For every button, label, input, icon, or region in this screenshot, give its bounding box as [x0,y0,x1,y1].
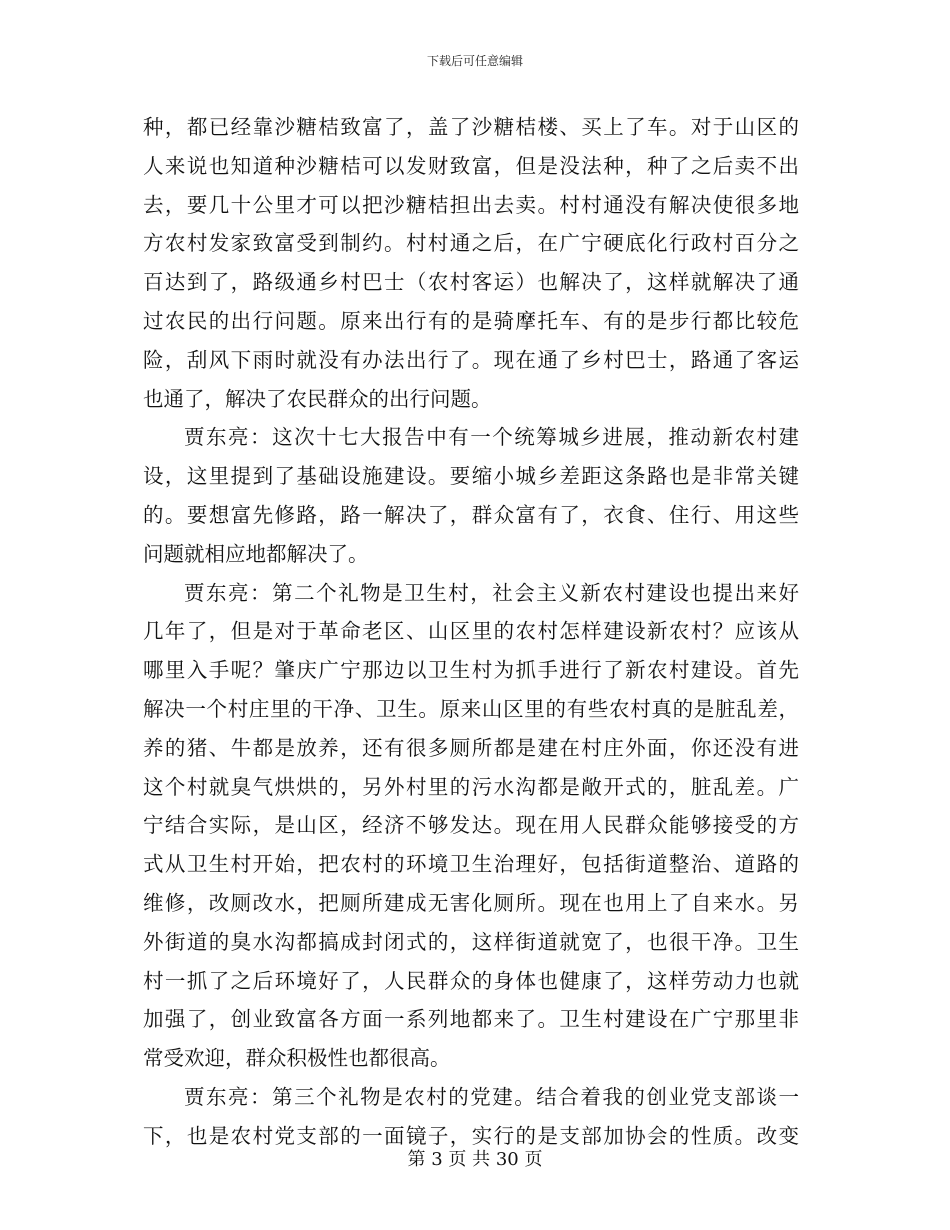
paragraph-first-line: 贾东亮：这次十七大报告中有一个统筹城乡进展，推动新农村建 [184,425,799,450]
body-line: 维修，改厕改水，把厕所建成无害化厕所。现在也用上了自来水。另 [143,890,799,915]
body-line: 几年了，但是对于革命老区、山区里的农村怎样建设新农村？应该从 [143,619,799,644]
paragraph-first-line: 贾东亮：第二个礼物是卫生村，社会主义新农村建设也提出来好 [184,580,799,605]
body-line: 问题就相应地都解决了。 [143,541,369,566]
body-line: 也通了，解决了农民群众的出行问题。 [143,386,492,411]
body-line: 村一抓了之后环境好了，人民群众的身体也健康了，这样劳动力也就 [143,968,799,993]
body-line: 种，都已经靠沙糖桔致富了，盖了沙糖桔楼、买上了车。对于山区的 [143,115,799,139]
page-header: 下载后可任意编辑 [426,54,523,68]
body-line: 宁结合实际，是山区，经济不够发达。现在用人民群众能够接受的方 [143,813,799,838]
body-line: 这个村就臭气烘烘的，另外村里的污水沟都是敞开式的，脏乱差。广 [143,774,799,799]
body-line: 过农民的出行问题。原来出行有的是骑摩托车、有的是步行都比较危 [143,308,799,333]
paragraph-first-line: 贾东亮：第三个礼物是农村的党建。结合着我的创业党支部谈一 [184,1084,799,1109]
body-line: 养的猪、牛都是放养，还有很多厕所都是建在村庄外面，你还没有进 [143,735,799,760]
body-line: 险，刮风下雨时就没有办法出行了。现在通了乡村巴士，路通了客运 [143,347,799,372]
body-line: 方农村发家致富受到制约。村村通之后，在广宁硬底化行政村百分之 [143,231,799,256]
body-line: 去，要几十公里才可以把沙糖桔担出去卖。村村通没有解决使很多地 [143,192,799,217]
body-line: 常受欢迎，群众积极性也都很高。 [143,1046,451,1071]
body-line: 设，这里提到了基础设施建设。要缩小城乡差距这条路也是非常关键 [143,464,799,489]
body-line: 加强了，创业致富各方面一系列地都来了。卫生村建设在广宁那里非 [143,1007,799,1032]
body-line: 下，也是农村党支部的一面镜子，实行的是支部加协会的性质。改变 [143,1123,799,1148]
body-line: 哪里入手呢？肇庆广宁那边以卫生村为抓手进行了新农村建设。首先 [143,658,799,683]
body-line: 百达到了，路级通乡村巴士（农村客运）也解决了，这样就解决了通 [143,270,799,295]
page-number: 第 3 页 共 30 页 [407,1149,543,1170]
body-line: 人来说也知道种沙糖桔可以发财致富，但是没法种，种了之后卖不出 [143,153,799,178]
body-line: 解决一个村庄里的干净、卫生。原来山区里的有些农村真的是脏乱差， [143,696,799,721]
body-line: 式从卫生村开始，把农村的环境卫生治理好，包括街道整治、道路的 [143,852,799,877]
document-body [143,108,799,1156]
body-line: 的。要想富先修路，路一解决了，群众富有了，衣食、住行、用这些 [143,502,799,527]
body-line: 外街道的臭水沟都搞成封闭式的，这样街道就宽了，也很干净。卫生 [143,929,799,954]
